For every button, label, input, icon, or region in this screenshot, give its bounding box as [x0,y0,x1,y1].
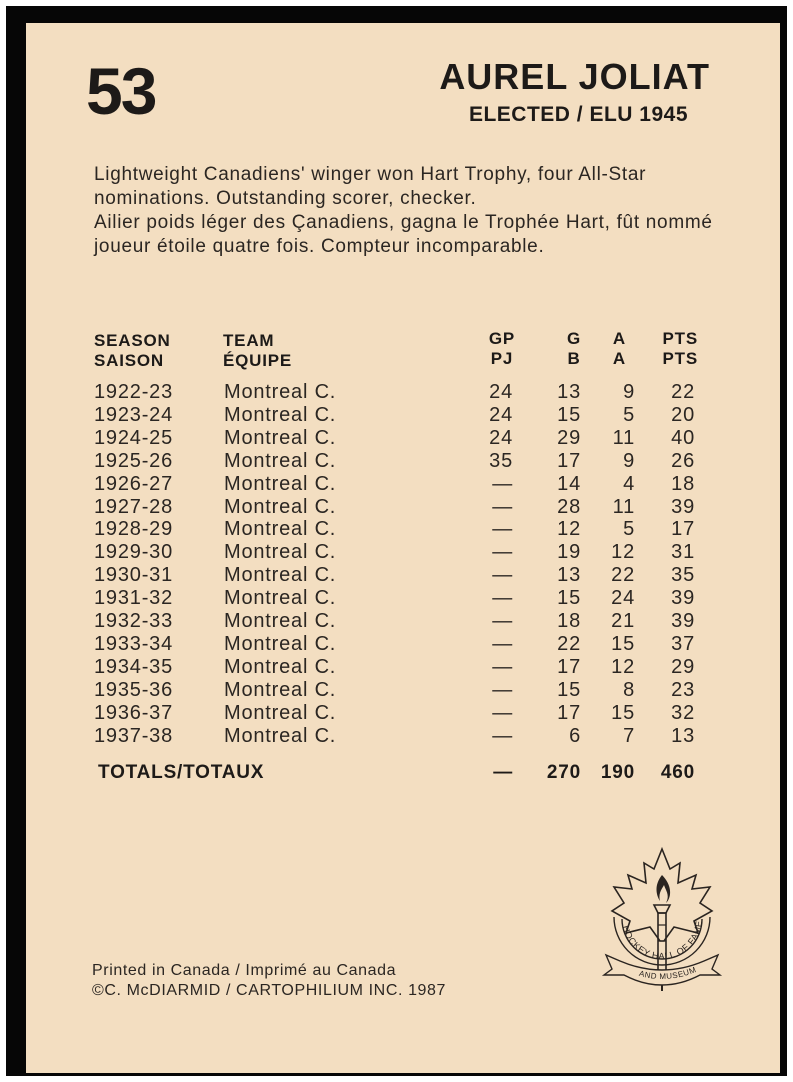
table-row [26,381,780,404]
table-row [26,656,780,679]
cell-goals: 28 [557,495,581,518]
cell-season: 1932-33 [94,610,173,632]
bio-english: Lightweight Canadiens' winger won Hart Trophy, four All-Star nominations. Outstanding scorer, checker. [94,164,647,209]
cell-goals: 18 [557,610,581,632]
cell-season: 1933-34 [94,632,173,655]
cell-points: 23 [671,678,695,701]
cell-points: 40 [671,426,695,449]
header-season: SEASON SAISON [94,331,171,370]
cell-season: 1930-31 [94,564,173,587]
cell-team: Montreal C. [224,472,337,495]
totals-assists: 190 [600,762,635,783]
cell-team: Montreal C. [224,701,337,724]
cell-gp: — [492,495,513,518]
cell-season: 1931-32 [94,587,173,610]
cell-assists: 5 [623,518,635,541]
header-points: PTS PTS [662,329,698,368]
cell-gp: 24 [489,426,513,449]
cell-points: 39 [671,587,695,610]
cell-season: 1925-26 [94,449,173,472]
cell-assists: 9 [623,449,635,472]
cell-gp: — [492,655,513,678]
cell-assists: 15 [611,632,635,655]
cell-team: Montreal C. [224,403,337,426]
cell-team: Montreal C. [224,541,337,564]
cell-points: 13 [671,724,695,747]
cell-season: 1937-38 [94,724,173,747]
cell-points: 37 [671,632,695,655]
totals-label: TOTALS/TOTAUX [98,762,265,783]
cell-goals: 13 [557,564,581,587]
cell-team: Montreal C. [224,724,337,747]
cell-season: 1929-30 [94,541,173,564]
cell-season: 1923-24 [94,403,173,426]
cell-gp: — [492,724,513,747]
cell-assists: 4 [623,472,635,495]
table-row [26,633,780,656]
cell-season: 1927-28 [94,495,173,518]
totals-points: 460 [660,762,695,783]
table-row [26,564,780,587]
cell-team: Montreal C. [224,381,337,403]
cell-season: 1936-37 [94,701,173,724]
cell-gp: — [492,701,513,724]
header-assists: A A [612,329,626,368]
totals-goals: 270 [546,762,581,783]
elected-year: ELECTED / ELU 1945 [468,103,688,126]
cell-points: 22 [671,381,695,403]
hockey-hall-of-fame-torch-maple-leaf-icon [600,845,724,995]
table-row [26,450,780,473]
header-gp: GP PJ [488,329,515,368]
cell-gp: — [492,587,513,610]
cell-team: Montreal C. [224,426,337,449]
cell-team: Montreal C. [224,655,337,678]
copyright-line: ©C. McDIARMID / CARTOPHILIUM INC. 1987 [92,982,447,999]
cell-assists: 24 [611,587,635,610]
cell-assists: 7 [623,724,635,747]
cell-goals: 29 [557,426,581,449]
cell-team: Montreal C. [224,518,337,541]
cell-goals: 15 [557,587,581,610]
cell-gp: — [492,678,513,701]
cell-season: 1934-35 [94,655,173,678]
logo-banner-text: AND MUSEUM [638,965,698,982]
cell-gp: 24 [489,381,513,403]
cell-assists: 22 [611,564,635,587]
cell-points: 32 [671,701,695,724]
cell-points: 31 [671,541,695,564]
cell-gp: — [492,472,513,495]
header-team: TEAM ÉQUIPE [223,331,293,370]
cell-assists: 11 [612,426,635,449]
cell-goals: 19 [557,541,581,564]
printed-in-canada: Printed in Canada / Imprimé au Canada [92,962,397,979]
table-row [26,679,780,702]
cell-team: Montreal C. [224,449,337,472]
cell-team: Montreal C. [224,564,337,587]
cell-season: 1924-25 [94,426,173,449]
cell-season: 1922-23 [94,381,173,403]
cell-goals: 12 [557,518,581,541]
cell-gp: 24 [489,403,513,426]
cell-points: 29 [671,655,695,678]
trading-card-back [26,23,780,1073]
table-row [26,518,780,541]
cell-assists: 5 [623,403,635,426]
cell-season: 1935-36 [94,678,173,701]
logo-ring-text: HOCKEY HALL OF FAME [620,919,705,962]
header-goals: G B [566,329,581,368]
cell-gp: — [492,610,513,632]
cell-season: 1928-29 [94,518,173,541]
cell-season: 1926-27 [94,472,173,495]
player-name: AUREL JOLIAT [439,56,710,97]
totals-gp: — [493,762,513,783]
cell-gp: 35 [489,449,513,472]
card-border [6,6,787,1076]
cell-assists: 15 [611,701,635,724]
cell-goals: 15 [557,403,581,426]
cell-assists: 12 [611,655,635,678]
cell-points: 17 [671,518,695,541]
table-row [26,702,780,725]
cell-gp: — [492,518,513,541]
cell-assists: 8 [623,678,635,701]
cell-team: Montreal C. [224,587,337,610]
cell-points: 26 [671,449,695,472]
cell-assists: 11 [612,495,635,518]
cell-team: Montreal C. [224,610,337,632]
table-row [26,725,780,748]
cell-points: 18 [671,472,695,495]
bio-french: Ailier poids léger des Çanadiens, gagna le Trophée Hart, fût nommé joueur étoile quatre fois. Compteur incomparable. [94,212,713,257]
table-row [26,587,780,610]
cell-points: 39 [671,495,695,518]
cell-points: 39 [671,610,695,632]
cell-team: Montreal C. [224,632,337,655]
cell-team: Montreal C. [224,678,337,701]
table-row [26,610,780,633]
cell-points: 20 [671,403,695,426]
cell-goals: 14 [557,472,581,495]
table-row [26,473,780,496]
table-row [26,404,780,427]
cell-gp: — [492,564,513,587]
cell-assists: 12 [611,541,635,564]
cell-goals: 17 [557,701,581,724]
cell-goals: 17 [557,449,581,472]
cell-goals: 17 [557,655,581,678]
cell-goals: 15 [557,678,581,701]
cell-team: Montreal C. [224,495,337,518]
cell-assists: 21 [611,610,635,632]
cell-assists: 9 [623,381,635,403]
table-row [26,496,780,519]
totals-row [26,762,780,786]
table-row [26,541,780,564]
cell-gp: — [492,632,513,655]
table-row [26,427,780,450]
cell-points: 35 [671,564,695,587]
cell-gp: — [492,541,513,564]
cell-goals: 6 [569,724,581,747]
card-number: 53 [86,54,156,128]
cell-goals: 22 [557,632,581,655]
cell-goals: 13 [557,381,581,403]
